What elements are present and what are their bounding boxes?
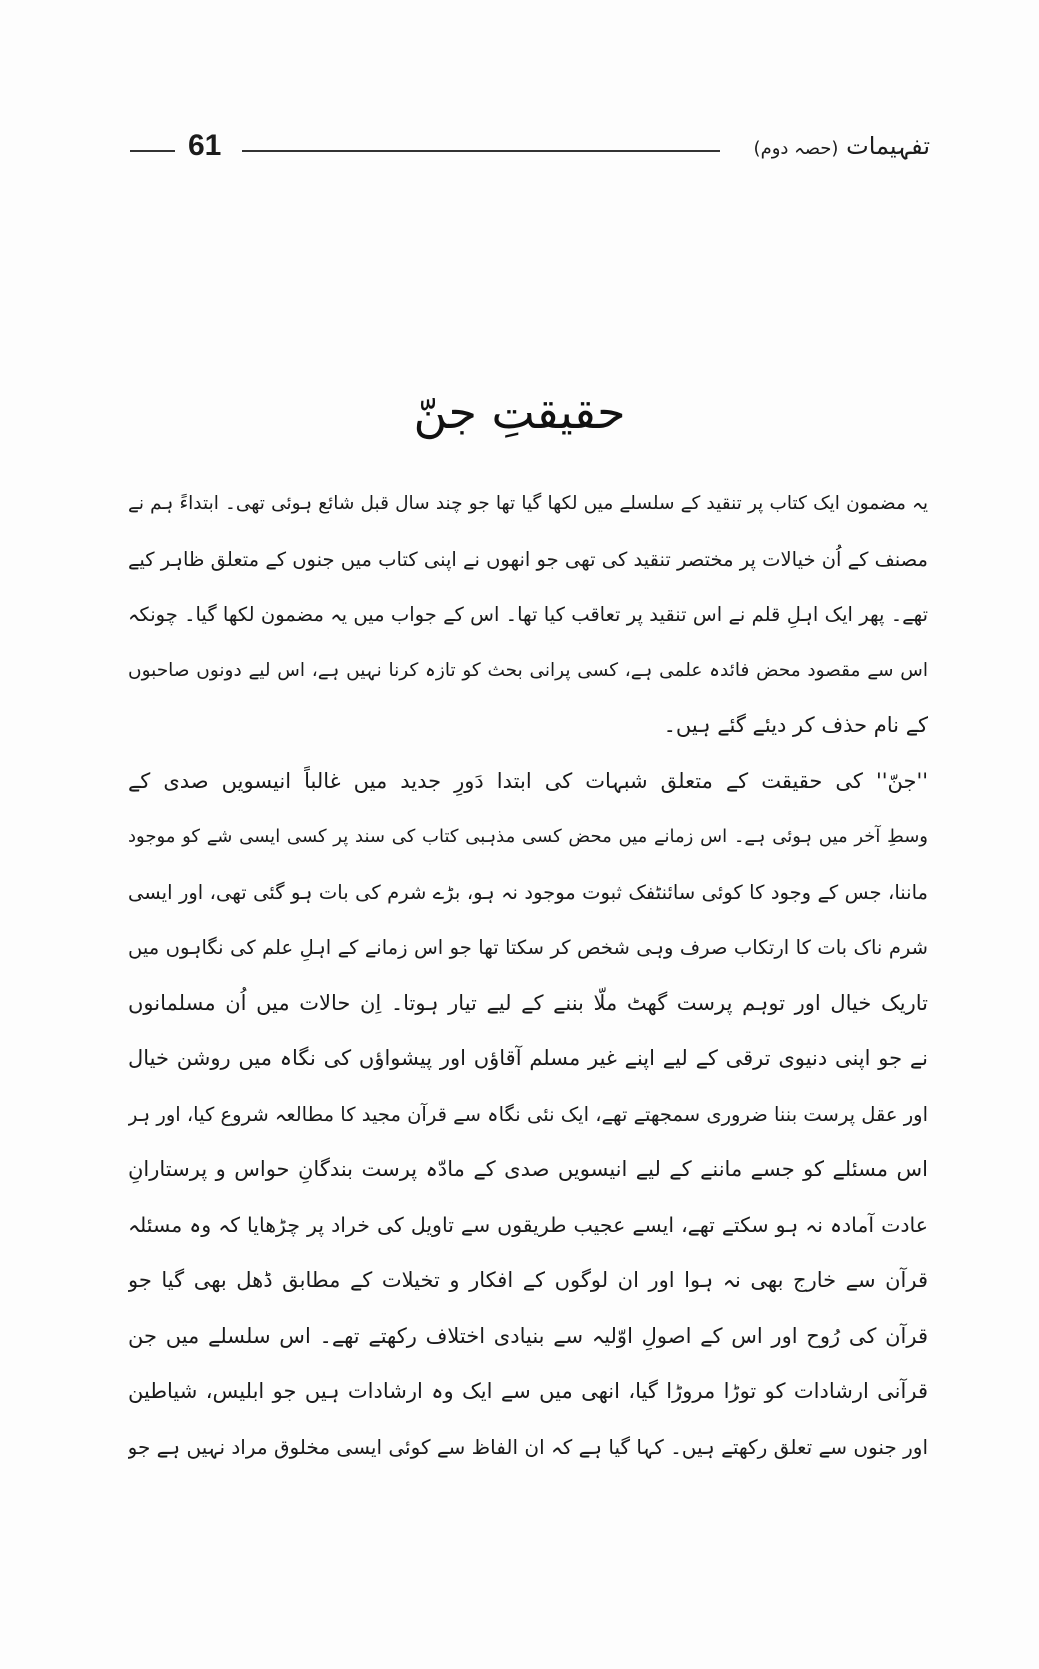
text-line: اور جنوں سے تعلق رکھتے ہیں۔ کہا گیا ہے کہ ان الفاظ سے کوئی ایسی مخلوق مراد نہیں ہے جو: [128, 1434, 928, 1459]
text-line: ''جنّ'' کی حقیقت کے متعلق شبہات کی ابتدا دَورِ جدید میں غالباً انیسویں صدی کے: [128, 768, 928, 793]
text-line: ماننا، جس کے وجود کا کوئی سائنٹفک ثبوت موجود نہ ہو، بڑے شرم کی بات ہو گئی تھی، اور ایسی: [128, 880, 928, 904]
text-line: عادت آمادہ نہ ہو سکتے تھے، ایسے عجیب طریقوں سے تاویل کی خراد پر چڑھایا کہ وہ مسئلہ: [128, 1212, 928, 1237]
chapter-title: حقیقتِ جنّ: [413, 385, 626, 439]
text-line: قرآنی ارشادات کو توڑا مروڑا گیا، انھی میں سے ایک وہ ارشادات ہیں جو ابلیس، شیاطین: [128, 1379, 928, 1403]
text-line: تاریک خیال اور توہم پرست گھٹ ملّا بننے کے لیے تیار ہوتا۔ اِن حالات میں اُن مسلمانوں: [128, 990, 928, 1015]
text-line: وسطِ آخر میں ہوئی ہے۔ اس زمانے میں محض کسی مذہبی کتاب کی سند پر کسی ایسی شے کو موجود: [128, 826, 928, 847]
page-number: 61: [188, 129, 222, 162]
book-part: (حصہ دوم): [753, 138, 839, 159]
text-line: تھے۔ پھر ایک اہلِ قلم نے اس تنقید پر تعاقب کیا تھا۔ اس کے جواب میں یہ مضمون لکھا گیا۔ چونکہ: [128, 603, 928, 626]
header-rule-left: [130, 150, 175, 152]
text-line: اس سے مقصود محض فائدہ علمی ہے، کسی پرانی بحث کو تازہ کرنا نہیں ہے، اس لیے دونوں صاحبوں: [128, 659, 928, 681]
text-line: کے نام حذف کر دیئے گئے ہیں۔: [663, 713, 928, 737]
header-rule-middle: [242, 150, 720, 152]
book-title: تفہیمات: [846, 132, 930, 160]
body-text: [128, 476, 928, 1475]
text-line: مصنف کے اُن خیالات پر مختصر تنقید کی تھی جو انھوں نے اپنی کتاب میں جنوں کے متعلق ظاہر کیے: [128, 547, 928, 571]
running-title: [754, 128, 930, 167]
text-line: قرآن کی رُوح اور اس کے اصولِ اوّلیہ سے بنیادی اختلاف رکھتے تھے۔ اس سلسلے میں جن: [128, 1323, 928, 1348]
text-line: اس مسئلے کو جسے ماننے کے لیے انیسویں صدی کے مادّہ پرست بندگانِ حواس و پرستارانِ: [128, 1157, 928, 1181]
running-header: [130, 128, 930, 168]
text-line: شرم ناک بات کا ارتکاب صرف وہی شخص کر سکتا تھا جو اس زمانے کے اہلِ علم کی نگاہوں میں: [128, 936, 928, 959]
text-line: قرآن سے خارج بھی نہ ہوا اور ان لوگوں کے افکار و تخیلات کے مطابق ڈھل بھی گیا جو: [128, 1268, 928, 1292]
text-line: یہ مضمون ایک کتاب پر تنقید کے سلسلے میں لکھا گیا تھا جو چند سال قبل شائع ہوئی تھی۔ ابتداءً ہم نے: [128, 493, 928, 514]
text-line: اور عقل پرست بننا ضروری سمجھتے تھے، ایک نئی نگاہ سے قرآن مجید کا مطالعہ شروع کیا، اور ہر: [128, 1102, 928, 1126]
text-line: نے جو اپنی دنیوی ترقی کے لیے اپنے غیر مسلم آقاؤں اور پیشواؤں کی نگاہ میں روشن خیال: [128, 1046, 928, 1070]
